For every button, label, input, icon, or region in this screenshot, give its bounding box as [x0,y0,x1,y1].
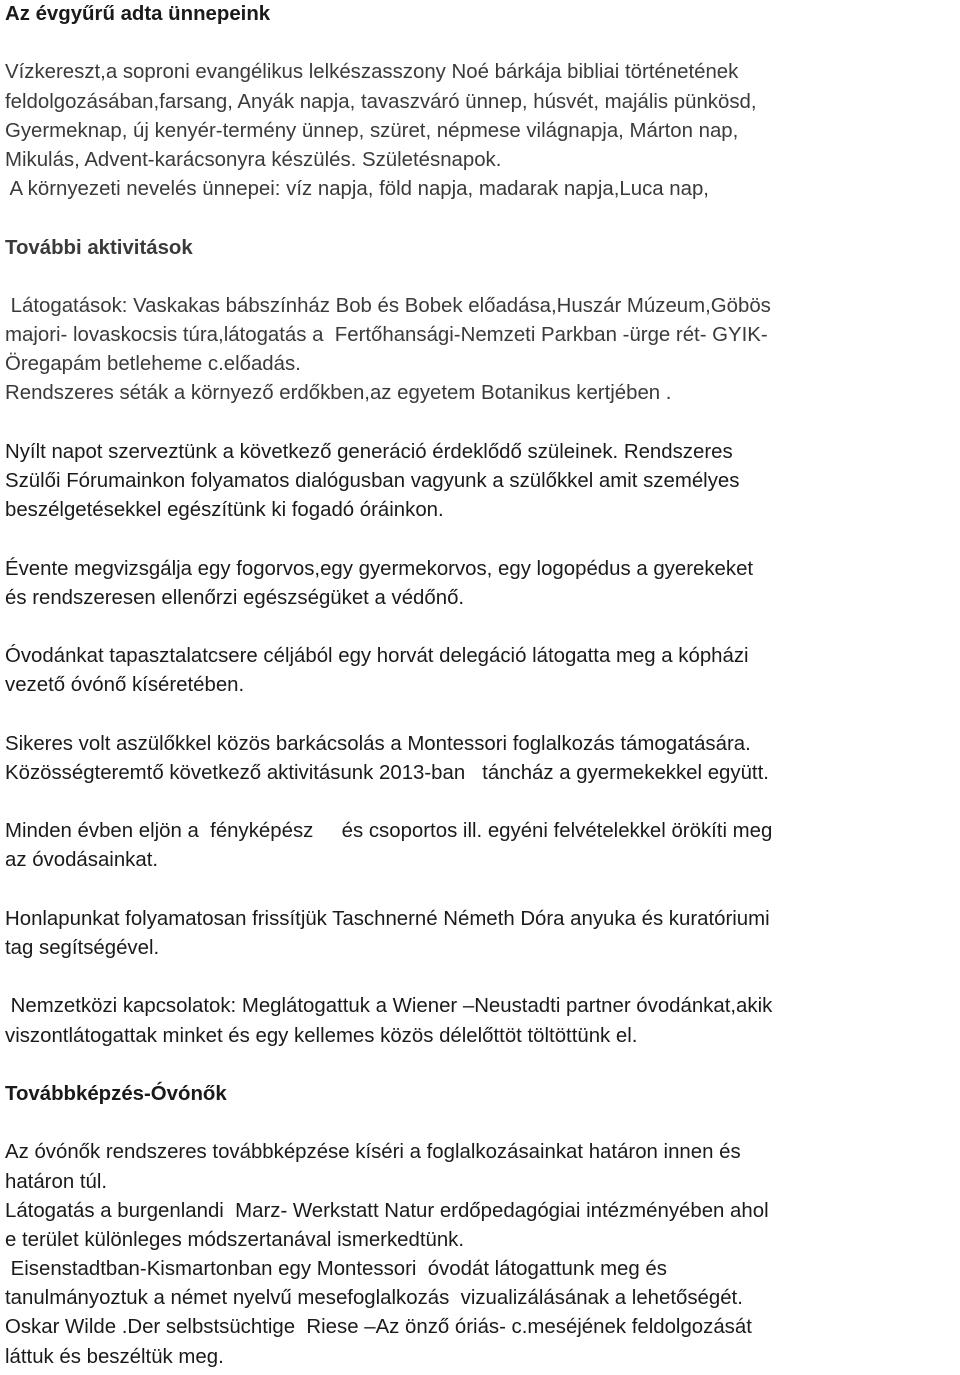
paragraph-health-checks [5,555,957,613]
text-line: Évente megvizsgálja egy fogorvos,egy gyermekorvos, egy logopédus a gyerekeket [5,557,754,580]
text-line: és rendszeresen ellenőrzi egészségüket a védőnő. [5,586,465,609]
text-line: Óvodánkat tapasztalatcsere céljából egy horvát delegáció látogatta meg a kópházi [5,645,749,668]
paragraph-celebrations [5,58,957,204]
text-line: A környezeti nevelés ünnepei: víz napja, föld napja, madarak napja,Luca nap, [5,178,709,201]
text-line: beszélgetésekkel egészítünk ki fogadó óráinkon. [5,499,444,522]
spacer [5,613,957,642]
text-line: Nyílt napot szerveztünk a következő generáció érdeklődő szüleinek. Rendszeres [5,440,733,463]
text-line: e terület különleges módszertanával ismerkedtünk. [5,1228,465,1251]
text-line: Mikulás, Advent-karácsonyra készülés. Születésnapok. [5,148,502,171]
spacer [5,263,957,292]
document-page [5,0,957,1372]
text-line: Oskar Wilde .Der selbstsüchtige Riese –Az önző óriás- c.meséjének feldolgozását [5,1316,752,1339]
spacer [5,204,957,233]
text-line: Eisenstadtban-Kismartonban egy Montessori óvodát látogattunk meg és [5,1258,667,1281]
text-line: láttuk és beszéltük meg. [5,1345,224,1368]
text-line: tanulmányoztuk a német nyelvű mesefoglalkozás vizualizálásának a lehetőségét. [5,1287,743,1310]
spacer [5,788,957,817]
text-line: Gyermeknap, új kenyér-termény ünnep, szüret, népmese világnapja, Márton nap, [5,119,739,142]
text-line: feldolgozásában,farsang, Anyák napja, tavaszváró ünnep, húsvét, majális pünkösd, [5,90,757,113]
text-line: Látogatás a burgenlandi Marz- Werkstatt Natur erdőpedagógiai intézményében ahol [5,1199,769,1222]
paragraph-delegation [5,642,957,700]
text-line: Nemzetközi kapcsolatok: Meglátogattuk a Wiener –Neustadti partner óvodánkat,akik [5,995,773,1018]
text-line: Öregapám betleheme c.előadás. [5,353,301,376]
spacer [5,876,957,905]
text-line: Vízkereszt,a soproni evangélikus lelkészasszony Noé bárkája bibliai történetének [5,61,739,84]
spacer [5,525,957,554]
text-line: vezető óvónő kíséretében. [5,674,245,697]
text-line: Sikeres volt aszülőkkel közös barkácsolás a Montessori foglalkozás támogatására. [5,732,751,755]
text-line: Látogatások: Vaskakas bábszínház Bob és Bobek előadása,Huszár Múzeum,Göbös [5,294,771,317]
spacer [5,1051,957,1080]
text-line: majori- lovaskocsis túra,látogatás a Fertőhansági-Nemzeti Parkban -ürge rét- GYIK- [5,324,768,347]
paragraph-training [5,1138,957,1372]
paragraph-crafts [5,730,957,788]
paragraph-open-day [5,438,957,526]
text-line: Rendszeres séták a környező erdőkben,az egyetem Botanikus kertjében . [5,382,672,405]
heading-activities: További aktivitások [5,236,193,259]
text-line: Közösségteremtő következő aktivitásunk 2013-ban táncház a gyermekekkel együtt. [5,761,769,784]
text-line: az óvodásainkat. [5,849,159,872]
text-line: határon túl. [5,1170,108,1193]
spacer [5,29,957,58]
text-line: Minden évben eljön a fényképész és csoportos ill. egyéni felvételekkel örökíti meg [5,820,773,843]
spacer [5,409,957,438]
heading-training: Továbbképzés-Óvónők [5,1082,227,1105]
spacer [5,701,957,730]
text-line: Honlapunkat folyamatosan frissítjük Taschnerné Németh Dóra anyuka és kuratóriumi [5,907,770,930]
text-line: Az óvónők rendszeres továbbképzése kíséri a foglalkozásainkat határon innen és [5,1141,741,1164]
paragraph-website [5,905,957,963]
text-line: viszontlátogattak minket és egy kellemes közös délelőttöt töltöttünk el. [5,1024,638,1047]
paragraph-photographer [5,817,957,875]
text-line: tag segítségével. [5,937,160,959]
paragraph-visits [5,292,957,409]
heading-celebrations: Az évgyűrű adta ünnepeink [5,3,271,25]
spacer [5,1109,957,1138]
text-line: Szülői Fórumainkon folyamatos dialógusban vagyunk a szülőkkel amit személyes [5,470,740,492]
paragraph-international [5,992,957,1050]
spacer [5,963,957,992]
